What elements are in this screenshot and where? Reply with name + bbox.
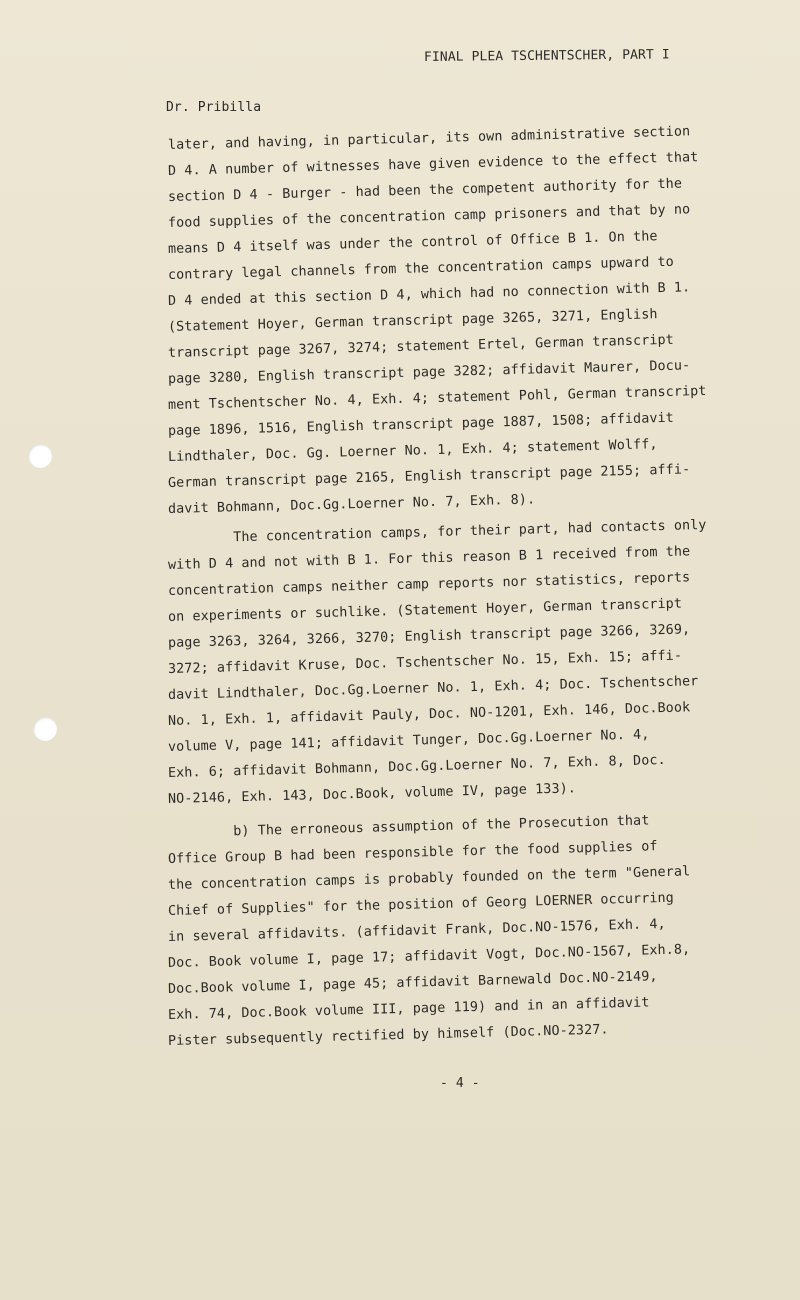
body-line: food supplies of the concentration camp prisoners and that by no (167, 202, 691, 231)
body-line: davit Bohmann, Doc.Gg.Loerner No. 7, Exh. 8). (167, 492, 536, 517)
body-line: page 3280, English transcript page 3282; affidavit Maurer, Docu- (167, 358, 691, 387)
body-line: No. 1, Exh. 1, affidavit Pauly, Doc. NO-1201, Exh. 146, Doc.Book (167, 700, 691, 729)
body-line: b) The erroneous assumption of the Prosecution that (167, 813, 650, 841)
body-line: Lindthaler, Doc. Gg. Loerner No. 1, Exh. 4; statement Wolff, (167, 437, 658, 465)
body-line: volume V, page 141; affidavit Tunger, Doc.Gg.Loerner No. 4, (167, 727, 650, 755)
body-line: concentration camps neither camp reports nor statistics, reports (167, 570, 691, 599)
body-line: ment Tschentscher No. 4, Exh. 4; statement Pohl, German transcript (167, 383, 707, 413)
body-line: The concentration camps, for their part, had contacts only (167, 517, 707, 547)
page-header: FINAL PLEA TSCHENTSCHER, PART I (423, 47, 670, 65)
body-line: Doc.Book volume I, page 45; affidavit Barnewald Doc.NO-2149, (167, 969, 658, 997)
body-line: German transcript page 2165, English transcript page 2155; affi- (167, 462, 691, 491)
page-number: - 4 - (440, 1076, 480, 1091)
body-line: later, and having, in particular, its own administrative section (167, 124, 691, 153)
body-line: D 4 ended at this section D 4, which had no connection with B 1. (167, 280, 691, 309)
body-line: D 4. A number of witnesses have given evidence to the effect that (167, 150, 699, 179)
body-line: Exh. 74, Doc.Book volume III, page 119) and in an affidavit (167, 995, 650, 1023)
body-line: means D 4 itself was under the control of Office B 1. On the (167, 229, 658, 257)
body-line: on experiments or suchlike. (Statement Hoyer, German transcript (167, 596, 683, 625)
body-line: Doc. Book volume I, page 17; affidavit Vogt, Doc.NO-1567, Exh.8, (167, 942, 691, 971)
body-line: Pister subsequently rectified by himself (Doc.NO-2327. (167, 1022, 609, 1049)
body-line: Office Group B had been responsible for the food supplies of (167, 839, 658, 867)
body-line: section D 4 - Burger - had been the competent authority for the (167, 176, 683, 205)
body-text (167, 124, 748, 1058)
body-line: transcript page 3267, 3274; statement Ertel, German transcript (167, 332, 675, 361)
body-line: contrary legal channels from the concentration camps upward to (167, 254, 675, 283)
punch-hole-top (28, 444, 52, 468)
body-line: with D 4 and not with B 1. For this reason B 1 received from the (167, 544, 691, 573)
body-line: page 1896, 1516, English transcript page 1887, 1508; affidavit (167, 410, 675, 439)
body-line: in several affidavits. (affidavit Frank, Doc.NO-1576, Exh. 4, (167, 916, 666, 945)
body-line: page 3263, 3264, 3266, 3270; English transcript page 3266, 3269, (167, 622, 691, 651)
body-line: NO-2146, Exh. 143, Doc.Book, volume IV, page 133). (167, 781, 577, 807)
body-line: 3272; affidavit Kruse, Doc. Tschentscher No. 15, Exh. 15; affi- (167, 648, 683, 677)
body-line: davit Lindthaler, Doc.Gg.Loerner No. 1, Exh. 4; Doc. Tschentscher (167, 674, 699, 703)
author-name: Dr. Pribilla (166, 100, 262, 115)
punch-hole-bottom (33, 717, 57, 741)
body-line: Chief of Supplies" for the position of Georg LOERNER occurring (167, 890, 675, 919)
body-line: (Statement Hoyer, German transcript page 3265, 3271, English (167, 307, 658, 335)
body-line: the concentration camps is probably founded on the term "General (167, 864, 691, 893)
body-line: Exh. 6; affidavit Bohmann, Doc.Gg.Loerner No. 7, Exh. 8, Doc. (167, 752, 666, 781)
